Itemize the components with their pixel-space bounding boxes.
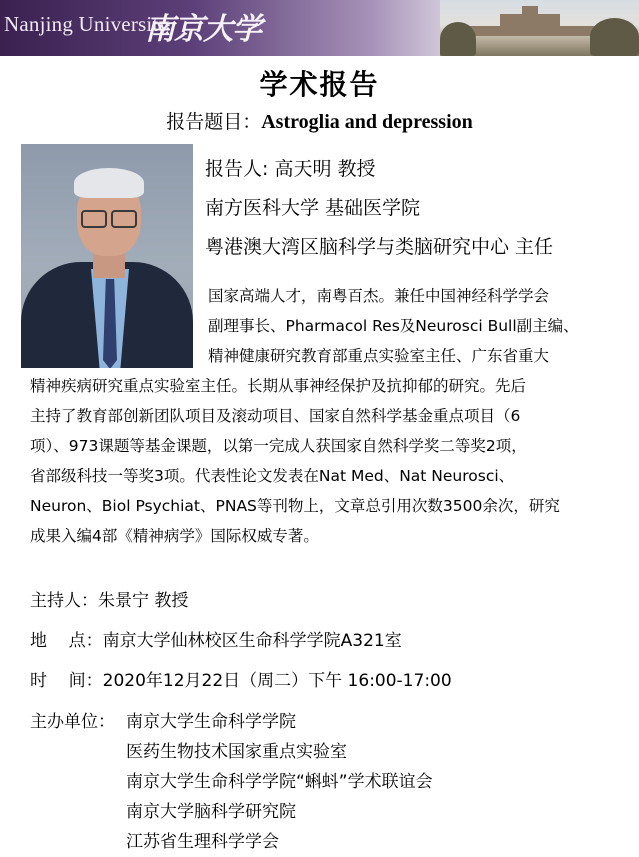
speaker-name: 报告人: 高天明 教授 [205,158,376,180]
bio-line: 项）、973课题等基金课题，以第一完成人获国家自然科学奖二等奖2项， [30,437,527,455]
organizer-item: 江苏省生理科学学会 [126,832,279,852]
report-topic [0,107,639,134]
bio-line: 省部级科技一等奖3项。代表性论文发表在Nat Med、Nat Neurosci、 [30,467,515,485]
speaker-position: 粤港澳大湾区脑科学与类脑研究中心 主任 [205,236,554,258]
university-calligraphy: 南京大学 [145,12,261,47]
location-row [30,626,402,651]
bio-line: 国家高端人才，南粤百杰。兼任中国神经科学学会 [208,287,550,305]
university-name-en: Nanjing University [4,12,170,36]
report-topic-label: 报告题目： [166,111,262,133]
speaker-bio [30,281,618,551]
organizers-label: 主办单位： [30,712,115,732]
location-label: 地 点： [30,631,103,651]
host-value: 朱景宁 教授 [98,591,189,611]
bio-line: Neuron、Biol Psychiat、PNAS等刊物上，文章总引用次数3500余次，研究 [30,497,560,515]
campus-photo [440,0,639,56]
time-label: 时 间： [30,671,103,691]
bio-line: 主持了教育部创新团队项目及滚动项目、国家自然科学基金重点项目（6 [30,407,521,425]
location-value: 南京大学仙林校区生命科学学院A321室 [102,631,402,651]
bio-line: 精神疾病研究重点实验室主任。长期从事神经保护及抗抑郁的研究。先后 [30,377,527,395]
page-title: 学术报告 [259,68,380,101]
organizer-item: 南京大学生命科学学院 [126,712,296,732]
organizer-item: 南京大学生命科学学院“蝌蚪”学术联谊会 [126,772,433,792]
header-banner [0,0,639,56]
bio-line: 精神健康研究教育部重点实验室主任、广东省重大 [208,347,550,365]
bio-line: 副理事长、Pharmacol Res及Neurosci Bull副主编、 [208,317,579,335]
time-value: 2020年12月22日（周二）下午 16:00-17:00 [102,671,452,691]
bio-line: 成果入编4部《精神病学》国际权威专著。 [30,527,319,545]
time-row [30,666,452,691]
host-label: 主持人： [30,591,98,611]
organizers-list [126,707,433,857]
organizer-item: 南京大学脑科学研究院 [126,802,296,822]
host-row [30,586,188,611]
speaker-affiliation: 南方医科大学 基础医学院 [205,197,421,219]
organizer-item: 医药生物技术国家重点实验室 [126,742,347,762]
report-topic-title: Astroglia and depression [261,111,473,133]
